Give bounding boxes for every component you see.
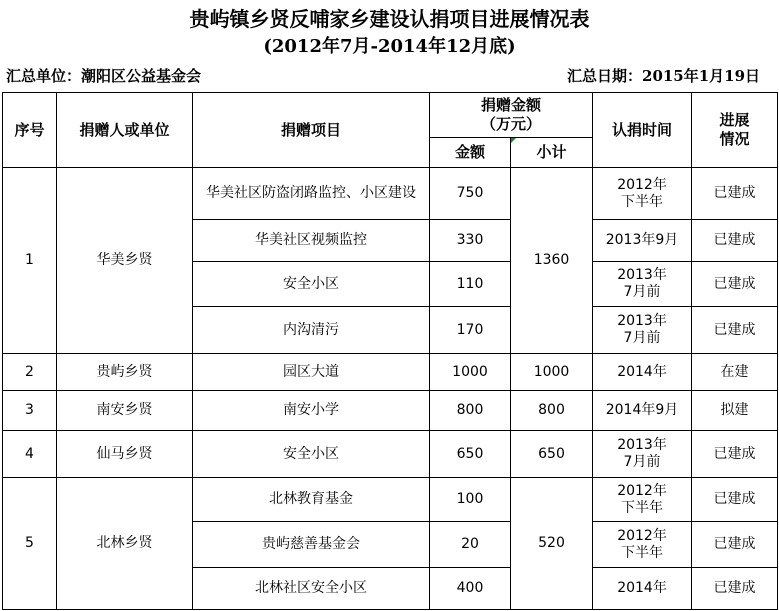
progress-cell: 已建成 <box>692 431 778 478</box>
project-cell: 北林社区安全小区 <box>193 568 430 610</box>
time-cell: 2013年 7月前 <box>593 307 692 354</box>
progress-cell: 已建成 <box>692 307 778 354</box>
seq-cell: 1 <box>3 168 57 354</box>
time-cell: 2014年 <box>593 354 692 391</box>
project-cell: 华美社区视频监控 <box>193 220 430 262</box>
amount-cell: 750 <box>430 168 511 220</box>
project-cell: 安全小区 <box>193 262 430 307</box>
amount-cell: 100 <box>430 478 511 522</box>
table-title: 贵屿镇乡贤反哺家乡建设认捐项目进展情况表 <box>189 7 590 31</box>
header-seq: 序号 <box>3 93 57 168</box>
time-cell: 2014年 <box>593 568 692 610</box>
table-row <box>3 391 778 431</box>
donation-table <box>2 92 778 610</box>
seq-cell: 5 <box>3 478 57 610</box>
donor-cell: 南安乡贤 <box>57 391 193 431</box>
project-cell: 内沟清污 <box>193 307 430 354</box>
header-project: 捐赠项目 <box>193 93 430 168</box>
time-cell: 2013年 7月前 <box>593 431 692 478</box>
donor-cell: 华美乡贤 <box>57 168 193 354</box>
time-cell: 2013年 7月前 <box>593 262 692 307</box>
time-cell: 2012年 下半年 <box>593 522 692 568</box>
amount-cell: 800 <box>430 391 511 431</box>
donor-cell: 贵屿乡贤 <box>57 354 193 391</box>
summary-unit: 汇总单位：潮阳区公益基金会 <box>6 67 202 85</box>
header-amount <box>430 93 593 138</box>
subtotal-cell: 1360 <box>511 168 593 354</box>
header-progress <box>692 93 778 168</box>
table-subtitle: (2012年7月-2014年12月底) <box>263 36 516 57</box>
header-amount-text: 捐赠金额 （万元） <box>481 96 542 133</box>
subtotal-cell: 650 <box>511 431 593 478</box>
progress-cell: 在建 <box>692 354 778 391</box>
progress-cell: 已建成 <box>692 220 778 262</box>
subtotal-cell: 520 <box>511 478 593 610</box>
donor-cell: 北林乡贤 <box>57 478 193 610</box>
header-amount-item: 金额 <box>430 138 511 168</box>
table-row <box>3 168 778 220</box>
amount-cell: 1000 <box>430 354 511 391</box>
seq-cell: 3 <box>3 391 57 431</box>
progress-cell: 已建成 <box>692 262 778 307</box>
amount-cell: 650 <box>430 431 511 478</box>
progress-cell: 拟建 <box>692 391 778 431</box>
amount-cell: 110 <box>430 262 511 307</box>
header-subtotal <box>511 138 593 168</box>
summary-date: 汇总日期：2015年1月19日 <box>567 67 761 85</box>
project-cell: 贵屿慈善基金会 <box>193 522 430 568</box>
table-row <box>3 354 778 391</box>
progress-cell: 已建成 <box>692 168 778 220</box>
project-cell: 北林教育基金 <box>193 478 430 522</box>
project-cell: 南安小学 <box>193 391 430 431</box>
progress-cell: 已建成 <box>692 478 778 522</box>
header-time: 认捐时间 <box>593 93 692 168</box>
subtotal-cell: 1000 <box>511 354 593 391</box>
header-donor: 捐赠人或单位 <box>57 93 193 168</box>
time-cell: 2012年 下半年 <box>593 478 692 522</box>
table-row <box>3 478 778 522</box>
amount-cell: 20 <box>430 522 511 568</box>
comment-marker-icon <box>511 138 516 143</box>
amount-cell: 330 <box>430 220 511 262</box>
donor-cell: 仙马乡贤 <box>57 431 193 478</box>
amount-cell: 170 <box>430 307 511 354</box>
table-row <box>3 431 778 478</box>
progress-cell: 已建成 <box>692 522 778 568</box>
header-subtotal-text: 小计 <box>536 143 567 161</box>
amount-cell: 400 <box>430 568 511 610</box>
project-cell: 安全小区 <box>193 431 430 478</box>
time-cell: 2013年9月 <box>593 220 692 262</box>
project-cell: 华美社区防盗闭路监控、小区建设 <box>193 168 430 220</box>
project-cell: 园区大道 <box>193 354 430 391</box>
progress-cell: 已建成 <box>692 568 778 610</box>
subtotal-cell: 800 <box>511 391 593 431</box>
time-cell: 2012年 下半年 <box>593 168 692 220</box>
time-cell: 2014年9月 <box>593 391 692 431</box>
header-progress-text: 进展 情况 <box>719 111 750 148</box>
seq-cell: 2 <box>3 354 57 391</box>
seq-cell: 4 <box>3 431 57 478</box>
